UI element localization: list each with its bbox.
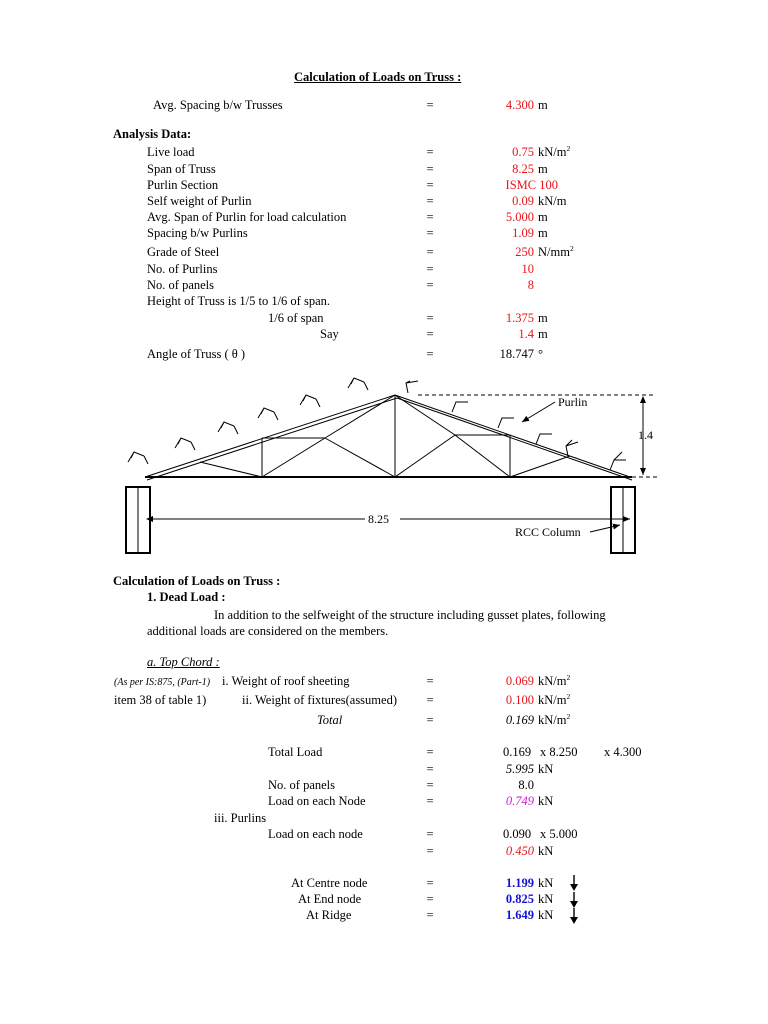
page-title: Calculation of Loads on Truss : <box>294 70 462 84</box>
total-load-label: Total Load <box>268 745 323 759</box>
purlin-load-label: Load on each node <box>268 827 363 841</box>
say-label: Say <box>320 327 339 341</box>
purlin-span-eq: = <box>426 210 434 224</box>
purlin-left-6 <box>348 378 368 390</box>
live-load-value: 0.75 <box>512 145 534 159</box>
purlin-load-b: x 5.000 <box>540 827 578 841</box>
sheeting-label: i. Weight of roof sheeting <box>222 674 350 688</box>
sheeting-unit <box>538 674 570 688</box>
purlin-left-5 <box>300 395 320 407</box>
live-load-eq: = <box>426 145 434 159</box>
end-node-value: 0.825 <box>505 892 534 906</box>
purlin-spacing-value: 1.09 <box>512 226 534 240</box>
say-unit: m <box>538 327 548 341</box>
steel-grade-unit <box>538 245 574 259</box>
total-value: 0.169 <box>505 713 534 727</box>
no-purlins-eq: = <box>426 262 434 276</box>
no-purlins-value: 10 <box>521 262 534 276</box>
purlins-heading: iii. Purlins <box>214 811 267 825</box>
purlin-span-unit: m <box>538 210 548 224</box>
avg-spacing-unit: m <box>538 98 548 112</box>
right-top-chord-inner <box>397 398 632 480</box>
steel-grade-value: 250 <box>515 245 534 259</box>
sheeting-eq: = <box>426 674 434 688</box>
angle-label: Angle of Truss ( θ ) <box>147 347 246 361</box>
sixth-span-eq: = <box>426 311 434 325</box>
purlin-section-eq: = <box>426 178 434 192</box>
self-weight-unit: kN/m <box>538 194 567 208</box>
span-label: 8.25 <box>368 512 389 526</box>
purlin-load-eq: = <box>426 827 434 841</box>
node-load-label: Load on each Node <box>268 794 366 808</box>
column-label: RCC Column <box>515 525 581 539</box>
total-eq: = <box>426 713 434 727</box>
right-diagonal-3 <box>510 456 570 477</box>
purlin-right-2 <box>452 402 468 412</box>
height-label: 1.4 <box>638 428 653 442</box>
total-label: Total <box>317 713 343 727</box>
panels-value: 8.0 <box>518 778 534 792</box>
total-load-b: x 8.250 <box>540 745 578 759</box>
total-unit-text: kN/m <box>538 713 567 727</box>
self-weight-eq: = <box>426 194 434 208</box>
say-eq: = <box>426 327 434 341</box>
ref-note-1: (As per IS:875, (Part-1) <box>114 677 211 688</box>
purlin-spacing-eq: = <box>426 226 434 240</box>
live-load-unit-text: kN/m <box>538 145 567 159</box>
node-load-unit: kN <box>538 794 554 808</box>
avg-spacing-value: 4.300 <box>505 98 534 112</box>
ridge-value: 1.649 <box>505 908 534 922</box>
purlin-load-result-unit: kN <box>538 844 554 858</box>
purlin-left-3 <box>218 422 238 434</box>
fixtures-unit-sup: 2 <box>566 692 571 701</box>
dead-load-heading: 1. Dead Load : <box>147 590 226 604</box>
live-load-label: Live load <box>147 145 195 159</box>
total-unit-sup: 2 <box>566 712 571 721</box>
end-node-unit: kN <box>538 892 554 906</box>
live-load-unit <box>538 145 570 159</box>
truss-diagram <box>0 365 768 565</box>
say-value: 1.4 <box>518 327 534 341</box>
no-panels-eq: = <box>426 278 434 292</box>
total-load-result-value: 5.995 <box>505 762 534 776</box>
fixtures-label: ii. Weight of fixtures(assumed) <box>242 693 397 707</box>
dead-load-para2: additional loads are considered on the members. <box>147 624 389 638</box>
no-purlins-label: No. of Purlins <box>147 262 218 276</box>
purlin-load-a: 0.090 <box>503 827 532 841</box>
purlin-span-label: Avg. Span of Purlin for load calculation <box>147 210 347 224</box>
purlin-right-6 <box>610 452 626 470</box>
ridge-label: At Ridge <box>306 908 352 922</box>
purlin-load-result-value: 0.450 <box>505 844 534 858</box>
avg-spacing-label: Avg. Spacing b/w Trusses <box>153 98 283 112</box>
purlin-left-1 <box>128 452 148 464</box>
ridge-unit: kN <box>538 908 554 922</box>
sheeting-value: 0.069 <box>505 674 534 688</box>
total-load-a: 0.169 <box>503 745 532 759</box>
steel-grade-unit-sup: 2 <box>569 244 574 253</box>
angle-eq: = <box>426 347 434 361</box>
panels-label: No. of panels <box>268 778 335 792</box>
span-value: 8.25 <box>512 162 534 176</box>
centre-node-arrow-icon <box>568 874 580 892</box>
span-eq: = <box>426 162 434 176</box>
purlin-spacing-unit: m <box>538 226 548 240</box>
panels-eq: = <box>426 778 434 792</box>
centre-node-label: At Centre node <box>291 876 368 890</box>
live-load-unit-sup: 2 <box>566 144 571 153</box>
no-panels-label: No. of panels <box>147 278 214 292</box>
analysis-heading: Analysis Data: <box>113 127 192 141</box>
purlin-right-1 <box>406 381 418 393</box>
end-node-eq: = <box>426 892 434 906</box>
fixtures-eq: = <box>426 693 434 707</box>
total-load-eq: = <box>426 745 434 759</box>
angle-value: 18.747 <box>499 347 534 361</box>
left-diagonal-3 <box>325 438 395 477</box>
purlin-leader <box>522 402 555 422</box>
purlin-span-value: 5.000 <box>505 210 534 224</box>
total-load-c: x 4.300 <box>604 745 642 759</box>
left-diagonal-1 <box>200 462 262 477</box>
sheeting-unit-text: kN/m <box>538 674 567 688</box>
end-node-label: At End node <box>298 892 362 906</box>
no-panels-value: 8 <box>527 278 534 292</box>
centre-node-value: 1.199 <box>505 876 534 890</box>
total-load-result-unit: kN <box>538 762 554 776</box>
sheeting-unit-sup: 2 <box>566 673 571 682</box>
purlin-section-label: Purlin Section <box>147 178 219 192</box>
self-weight-value: 0.09 <box>512 194 534 208</box>
steel-grade-unit-text: N/mm <box>538 245 570 259</box>
sixth-span-value: 1.375 <box>505 311 534 325</box>
right-diagonal-1 <box>395 435 455 477</box>
self-weight-label: Self weight of Purlin <box>147 194 252 208</box>
ref-note-2: item 38 of table 1) <box>114 693 207 707</box>
purlin-label: Purlin <box>558 395 588 409</box>
sixth-span-unit: m <box>538 311 548 325</box>
avg-spacing-eq: = <box>426 98 434 112</box>
steel-grade-eq: = <box>426 245 434 259</box>
span-label: Span of Truss <box>147 162 216 176</box>
right-top-chord-outer <box>395 395 630 477</box>
purlin-left-4 <box>258 408 278 420</box>
column-leader <box>590 525 620 532</box>
fixtures-value: 0.100 <box>505 693 534 707</box>
purlin-spacing-label: Spacing b/w Purlins <box>147 226 248 240</box>
sixth-span-label: 1/6 of span <box>268 311 324 325</box>
left-diagonal-4 <box>325 395 395 438</box>
section2-heading: Calculation of Loads on Truss : <box>113 574 281 588</box>
purlin-load-result-eq: = <box>426 844 434 858</box>
centre-node-unit: kN <box>538 876 554 890</box>
total-unit <box>538 713 570 727</box>
ridge-eq: = <box>426 908 434 922</box>
dead-load-para1: In addition to the selfweight of the structure including gusset plates, following <box>214 608 606 622</box>
ridge-arrow-icon <box>568 907 580 925</box>
centre-node-eq: = <box>426 876 434 890</box>
left-top-chord-outer <box>145 395 395 477</box>
top-chord-heading: a. Top Chord : <box>147 655 220 669</box>
left-diagonal-2 <box>262 438 325 477</box>
right-diagonal-4 <box>455 435 510 477</box>
height-note: Height of Truss is 1/5 to 1/6 of span. <box>147 294 331 308</box>
purlin-left-2 <box>175 438 195 450</box>
steel-grade-label: Grade of Steel <box>147 245 220 259</box>
purlin-right-3 <box>498 418 514 428</box>
fixtures-unit-text: kN/m <box>538 693 567 707</box>
total-load-result-eq: = <box>426 762 434 776</box>
angle-unit: ° <box>538 347 543 361</box>
purlin-right-4 <box>536 434 552 444</box>
fixtures-unit <box>538 693 570 707</box>
span-unit: m <box>538 162 548 176</box>
purlin-section-value: ISMC 100 <box>505 178 558 192</box>
purlin-right-5 <box>566 440 578 456</box>
node-load-eq: = <box>426 794 434 808</box>
node-load-value: 0.749 <box>505 794 534 808</box>
